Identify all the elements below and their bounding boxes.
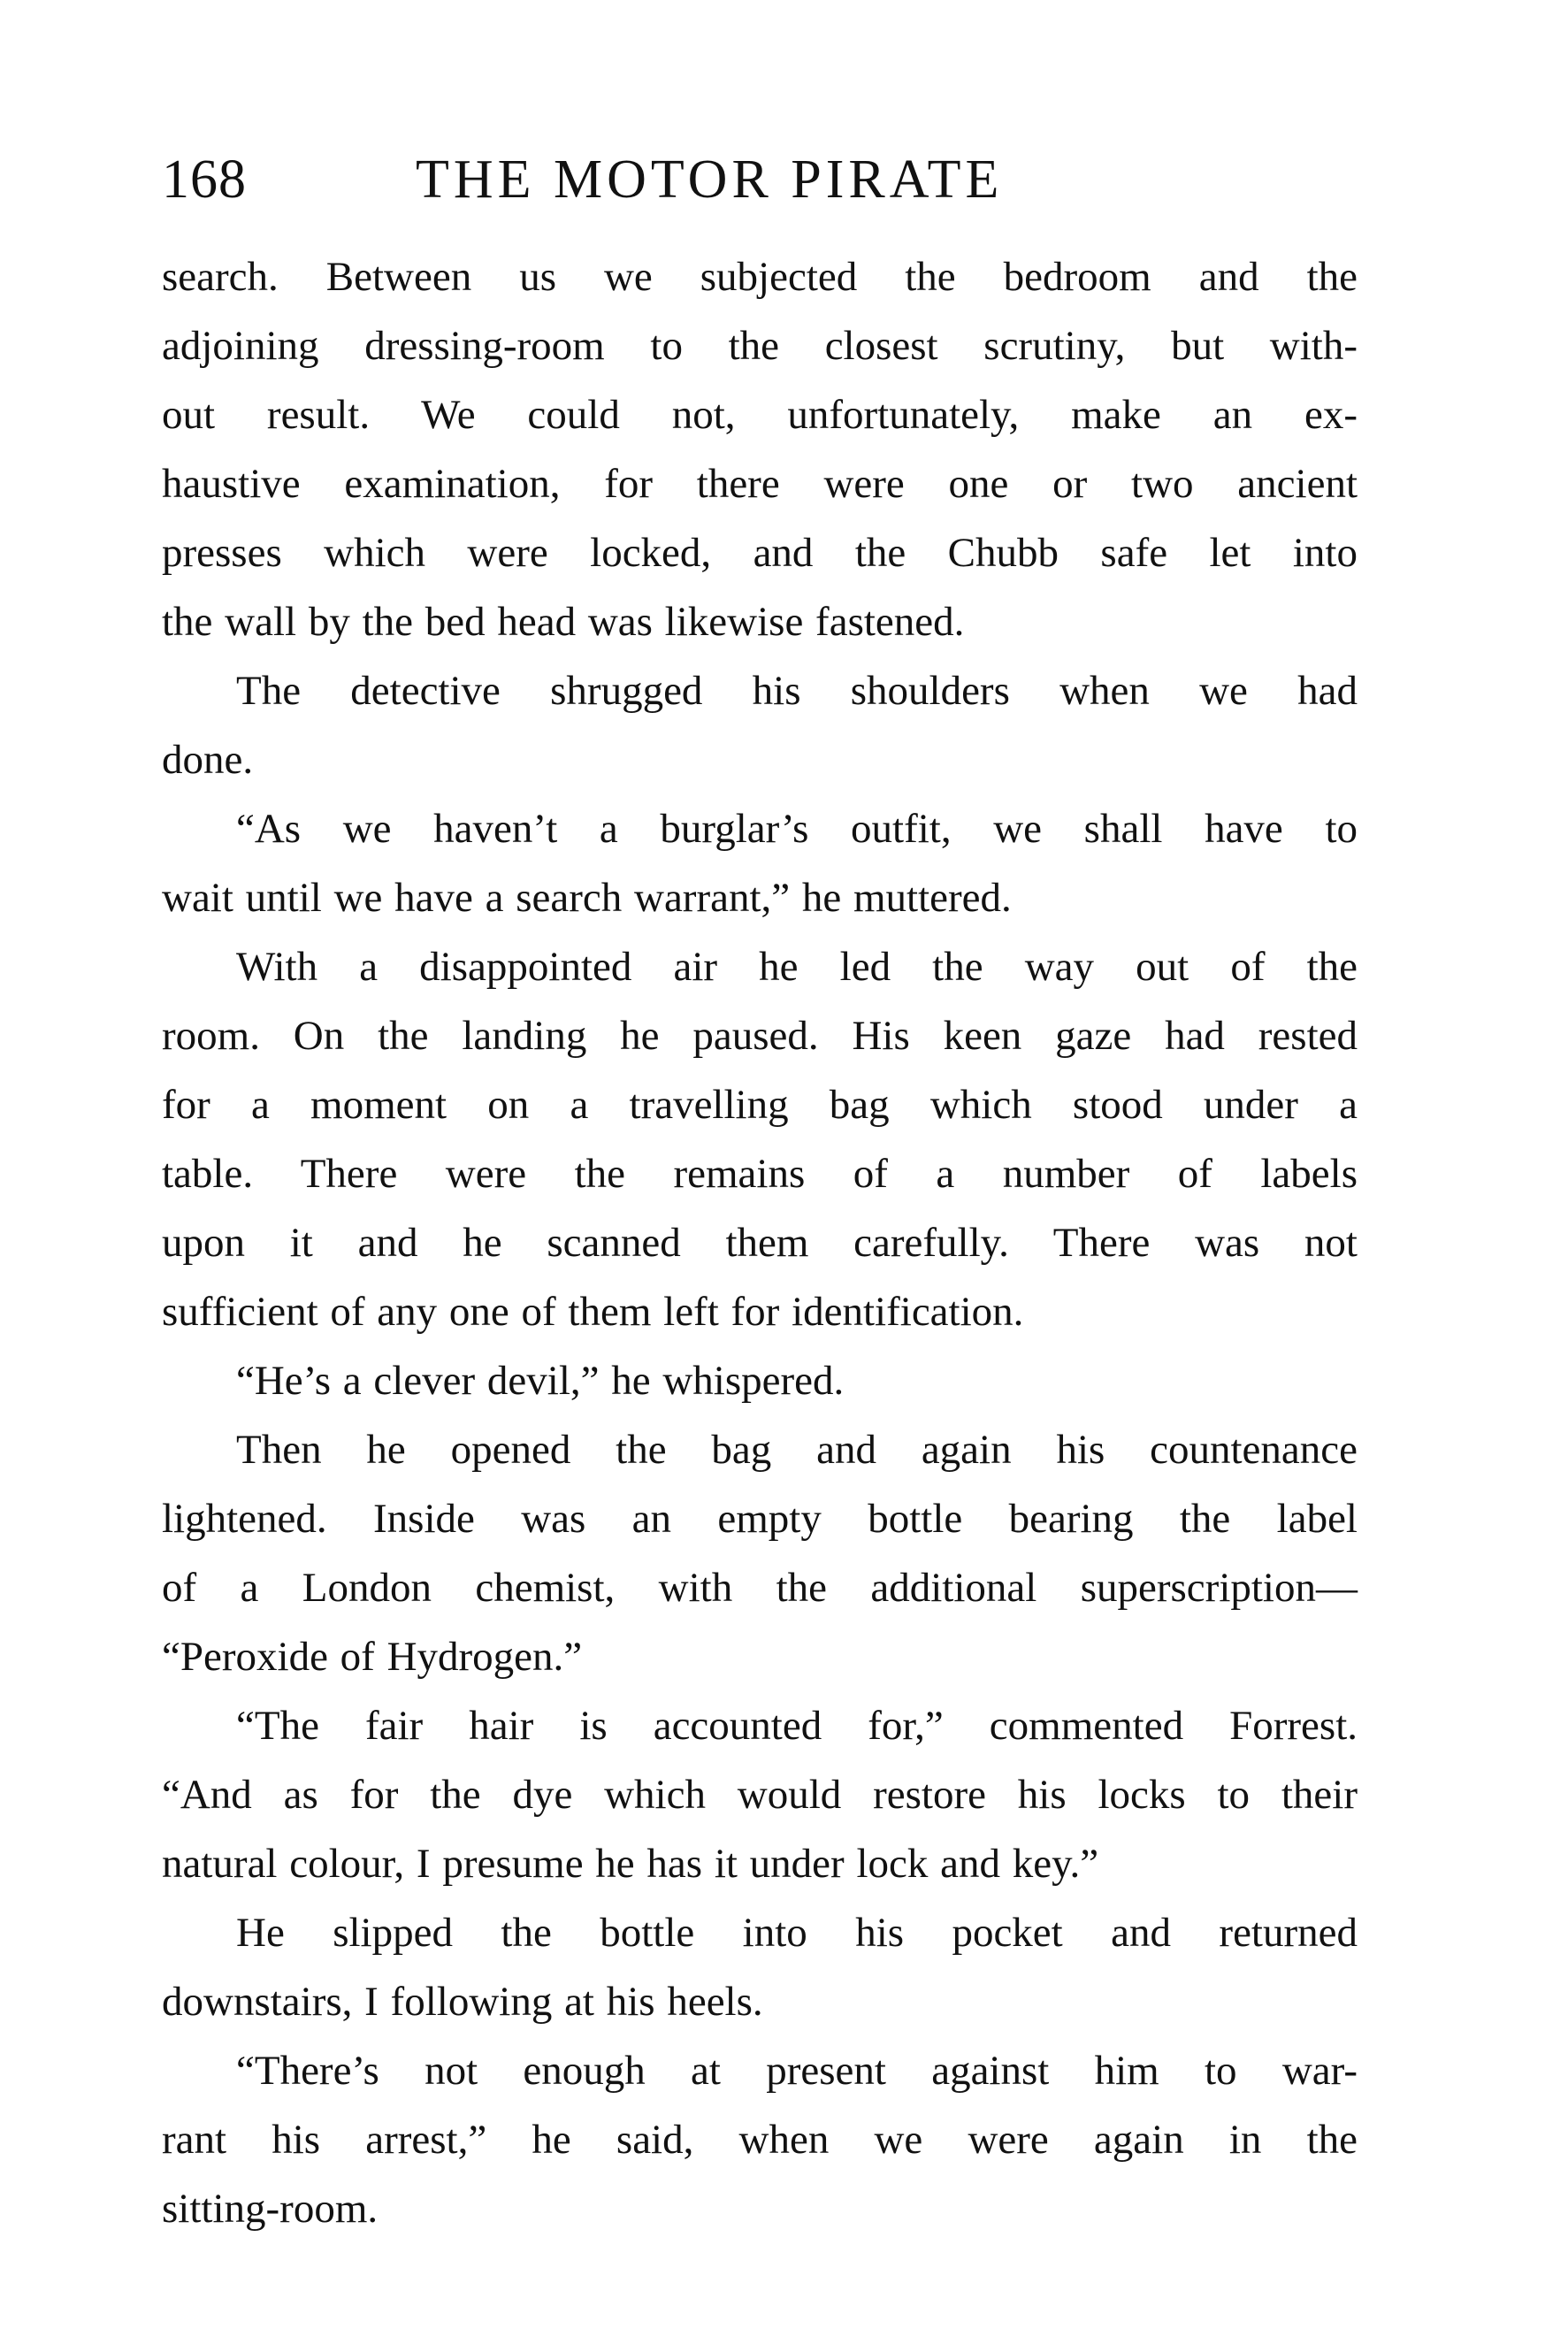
text-line: adjoining dressing-room to the closest scrutiny, but with- [162, 323, 1358, 369]
text-line: lightened. Inside was an empty bottle bearing the label [162, 1496, 1358, 1542]
text-line: out result. We could not, unfortunately, make an ex- [162, 392, 1358, 438]
text-line: “The fair hair is accounted for,” commented Forrest. [236, 1703, 1358, 1749]
page-number: 168 [162, 149, 247, 210]
text-line: downstairs, I following at his heels. [162, 1979, 763, 2025]
text-line: natural colour, I presume he has it under lock and key.” [162, 1841, 1099, 1887]
text-line: table. There were the remains of a number of labels [162, 1151, 1358, 1197]
text-line: Then he opened the bag and again his countenance [236, 1427, 1358, 1473]
text-line: “There’s not enough at present against him to war- [236, 2048, 1358, 2094]
text-line: of a London chemist, with the additional superscription— [162, 1565, 1358, 1611]
text-line: for a moment on a travelling bag which stood under a [162, 1082, 1358, 1128]
text-line: the wall by the bed head was likewise fastened. [162, 599, 965, 645]
text-line: “And as for the dye which would restore his locks to their [162, 1772, 1358, 1818]
text-line: search. Between us we subjected the bedroom and the [162, 254, 1358, 300]
page-body [162, 242, 1358, 2243]
running-header [162, 149, 1358, 211]
text-line: sitting-room. [162, 2186, 379, 2232]
text-line: done. [162, 737, 254, 783]
text-line: He slipped the bottle into his pocket and returned [236, 1910, 1358, 1956]
text-line: haustive examination, for there were one or two ancient [162, 461, 1358, 507]
text-line: rant his arrest,” he said, when we were again in the [162, 2117, 1358, 2163]
text-line: presses which were locked, and the Chubb safe let into [162, 530, 1358, 576]
text-line: sufficient of any one of them left for identification. [162, 1289, 1024, 1335]
text-line: room. On the landing he paused. His keen gaze had rested [162, 1013, 1358, 1059]
text-line: “As we haven’t a burglar’s outfit, we shall have to [236, 806, 1358, 852]
text-line: wait until we have a search warrant,” he muttered. [162, 875, 1012, 921]
text-line: “He’s a clever devil,” he whispered. [236, 1358, 845, 1404]
text-line: The detective shrugged his shoulders when we had [236, 668, 1358, 714]
running-title: THE MOTOR PIRATE [416, 149, 1004, 210]
text-line: With a disappointed air he led the way out of the [236, 944, 1358, 990]
text-line: upon it and he scanned them carefully. There was not [162, 1220, 1358, 1266]
text-line: “Peroxide of Hydrogen.” [162, 1634, 583, 1680]
